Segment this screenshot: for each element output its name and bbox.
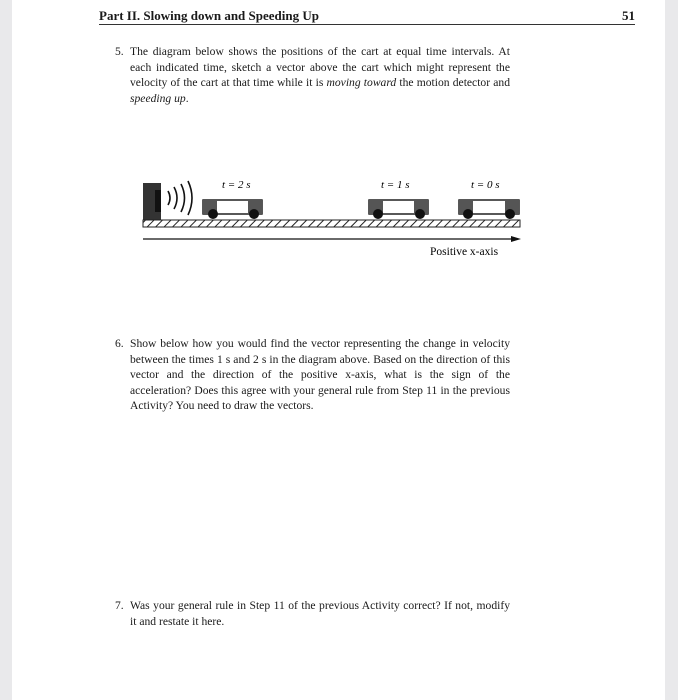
time-label-t0: t = 0 s: [471, 179, 500, 191]
page-number: 51: [622, 8, 635, 23]
question-number: 7.: [115, 599, 124, 612]
time-label-t2: t = 2 s: [222, 179, 251, 191]
q5-emphasis-moving-toward: moving toward: [326, 76, 397, 90]
q5-text-after: .: [185, 91, 189, 105]
time-label-t1: t = 1 s: [381, 179, 410, 191]
motion-detector-icon: [143, 183, 161, 223]
question-number: 5.: [115, 45, 124, 58]
axis-label: Positive x-axis: [430, 246, 499, 258]
q5-text-mid: the motion detector and: [396, 76, 510, 90]
cart-t1: [369, 200, 428, 219]
sound-waves-icon: [168, 181, 192, 215]
question-text: Show below how you would find the vector representing the change in velocity between the times 1 s and 2 s in the diagram above. Based on the direction of this vector and the direction of the positive x-axis, what is the sign of the acceleration? Does this agree with your general rule from Step 11 in the previous Activity? You need to draw the vectors.: [130, 337, 510, 413]
x-axis-arrowhead-icon: [511, 236, 521, 242]
track: [143, 220, 520, 227]
question-number: 6.: [115, 337, 124, 350]
cart-t2: [203, 200, 262, 219]
question-6: [115, 336, 510, 414]
section-title: Part II. Slowing down and Speeding Up: [99, 8, 319, 23]
question-text: Was your general rule in Step 11 of the previous Activity correct? If not, modify it and restate it here.: [130, 599, 510, 628]
q5-emphasis-speeding-up: speeding up: [130, 91, 186, 105]
question-7: [115, 598, 510, 629]
cart-t0: [459, 200, 519, 219]
q5-text-before: The diagram below shows the positions of the cart at equal time intervals. At each indicated time, sketch a vector above the cart which might represent the velocity of the cart at that time while it is: [130, 45, 510, 90]
